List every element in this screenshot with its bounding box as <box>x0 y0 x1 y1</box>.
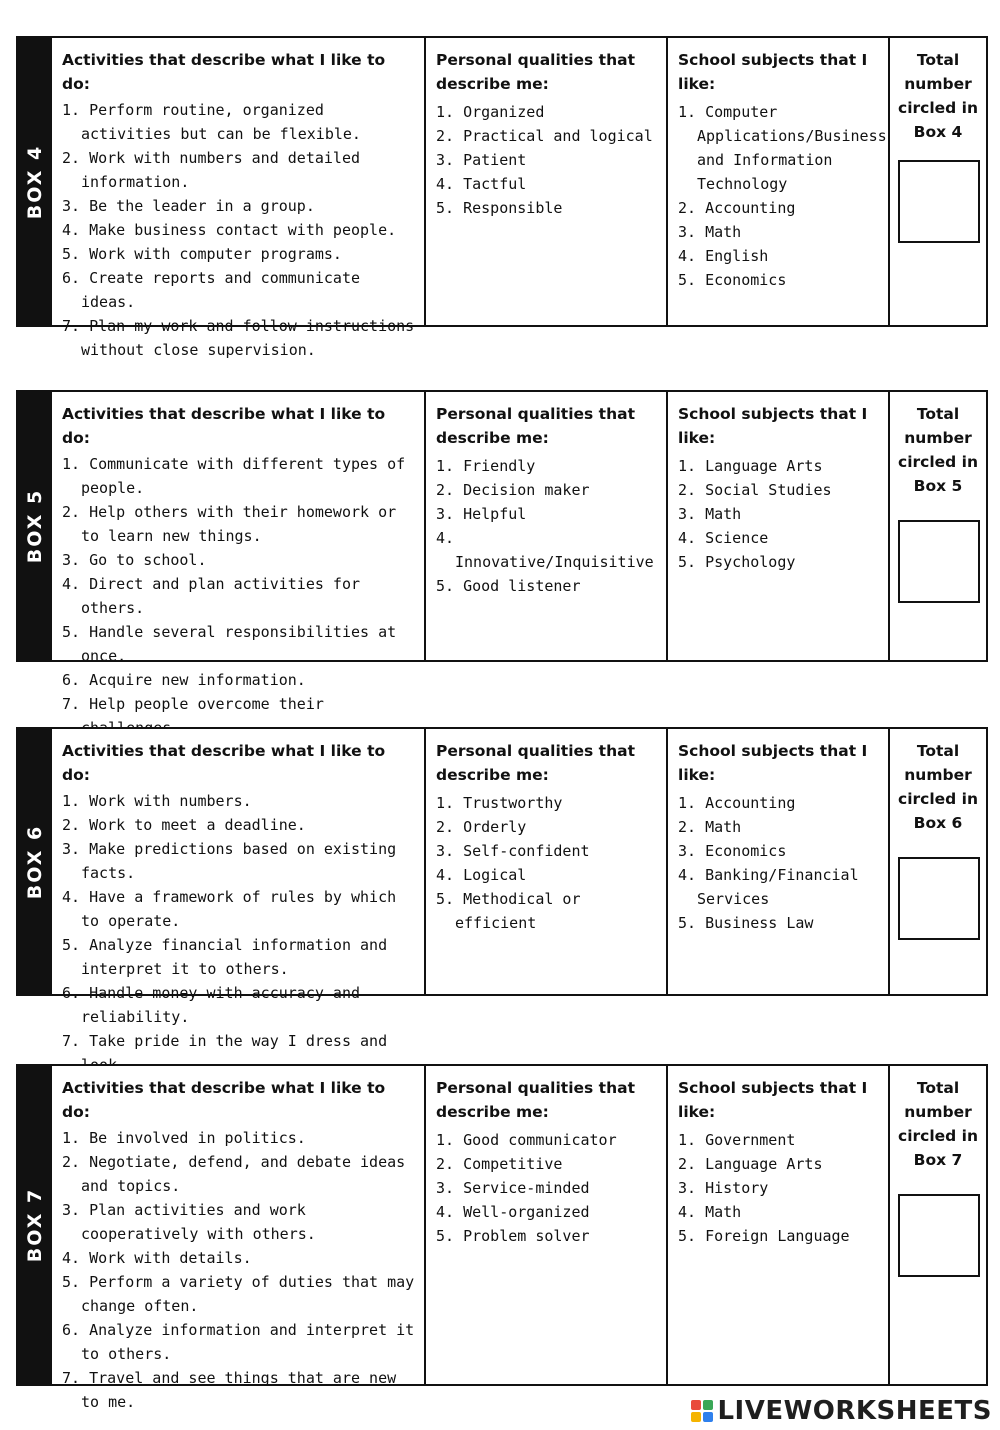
activity-item: 7. Plan my work and follow instructions without close supervision. <box>62 317 415 359</box>
quality-item: 1. Organized <box>436 103 545 121</box>
logo-square <box>703 1412 713 1422</box>
subjects-header: School subjects that I like: <box>678 1079 868 1121</box>
total-input-box[interactable] <box>898 857 980 940</box>
quality-item: 4. Tactful <box>436 175 527 193</box>
subject-item: 4. Banking/Financial Services <box>678 866 859 908</box>
logo-grid-icon <box>691 1400 713 1422</box>
total-input-box[interactable] <box>898 160 980 243</box>
subject-item: 3. Economics <box>678 842 787 860</box>
activity-item: 6. Analyze information and interpret it to others. <box>62 1321 415 1363</box>
activity-item: 3. Be the leader in a group. <box>62 197 315 215</box>
box-4-total <box>890 38 986 325</box>
box-7 <box>16 1064 988 1411</box>
box-7-total <box>890 1066 986 1384</box>
quality-item: 2. Decision maker <box>436 481 590 499</box>
logo-text: LIVEWORKSHEETS <box>717 1396 992 1426</box>
liveworksheets-logo <box>691 1396 992 1426</box>
box-7-qualities <box>426 1066 668 1384</box>
activities-header: Activities that describe what I like to do: <box>62 742 386 784</box>
activity-item: 5. Handle several responsibilities at once. <box>62 623 397 665</box>
subject-item: 4. Math <box>678 1203 742 1221</box>
box-4-subjects <box>668 38 890 325</box>
subject-item: 5. Psychology <box>678 553 796 571</box>
subject-item: 1. Language Arts <box>678 457 823 475</box>
box-5-total <box>890 392 986 660</box>
activity-item: 1. Work with numbers. <box>62 792 252 810</box>
logo-square <box>703 1400 713 1410</box>
box-5 <box>16 390 988 713</box>
box-4-qualities <box>426 38 668 325</box>
subjects-header: School subjects that I like: <box>678 51 868 93</box>
activity-item: 3. Go to school. <box>62 551 207 569</box>
total-header: Total number circled in Box 5 <box>898 405 978 495</box>
quality-item: 1. Friendly <box>436 457 536 475</box>
box-5-subjects <box>668 392 890 660</box>
box-6-subjects <box>668 729 890 994</box>
subject-item: 2. Social Studies <box>678 481 832 499</box>
activity-item: 5. Perform a variety of duties that may change often. <box>62 1273 415 1315</box>
box-4 <box>16 36 988 359</box>
activity-item: 2. Help others with their homework or to learn new things. <box>62 503 397 545</box>
total-header: Total number circled in Box 7 <box>898 1079 978 1169</box>
quality-item: 1. Trustworthy <box>436 794 563 812</box>
box-5-side-label: BOX 5 <box>18 392 52 660</box>
total-header: Total number circled in Box 6 <box>898 742 978 832</box>
qualities-header: Personal qualities that describe me: <box>436 405 635 447</box>
quality-item: 4. Well-organized <box>436 1203 590 1221</box>
box-7-activities <box>52 1066 426 1411</box>
subject-item: 3. Math <box>678 223 742 241</box>
subject-item: 5. Economics <box>678 271 787 289</box>
activity-item: 7. Travel and see things that are new to me. <box>62 1369 397 1411</box>
quality-item: 5. Responsible <box>436 199 563 217</box>
box-5-activities <box>52 392 426 713</box>
activity-item: 6. Handle money with accuracy and reliability. <box>62 984 361 1026</box>
box-7-subjects <box>668 1066 890 1384</box>
quality-item: 2. Orderly <box>436 818 527 836</box>
quality-item: 2. Competitive <box>436 1155 563 1173</box>
box-6 <box>16 727 988 1050</box>
box-7-side-label: BOX 7 <box>18 1066 52 1384</box>
activity-item: 3. Make predictions based on existing facts. <box>62 840 397 882</box>
quality-item: 2. Practical and logical <box>436 127 653 145</box>
activity-item: 4. Have a framework of rules by which to operate. <box>62 888 397 930</box>
subject-item: 4. English <box>678 247 769 265</box>
total-input-box[interactable] <box>898 520 980 603</box>
activity-item: 1. Communicate with different types of people. <box>62 455 406 497</box>
activities-header: Activities that describe what I like to do: <box>62 1079 386 1121</box>
activities-header: Activities that describe what I like to do: <box>62 405 386 447</box>
logo-square <box>691 1412 701 1422</box>
activity-item: 6. Create reports and communicate ideas. <box>62 269 361 311</box>
activity-item: 2. Work with numbers and detailed information. <box>62 149 361 191</box>
subject-item: 1. Accounting <box>678 794 796 812</box>
quality-item: 4. Logical <box>436 866 527 884</box>
activities-header: Activities that describe what I like to do: <box>62 51 386 93</box>
quality-item: 3. Self-confident <box>436 842 590 860</box>
activity-item: 4. Direct and plan activities for others. <box>62 575 361 617</box>
quality-item: 5. Methodical or efficient <box>436 890 581 932</box>
activity-item: 2. Work to meet a deadline. <box>62 816 306 834</box>
total-header: Total number circled in Box 4 <box>898 51 978 141</box>
box-6-qualities <box>426 729 668 994</box>
box-4-activities <box>52 38 426 359</box>
subjects-header: School subjects that I like: <box>678 742 868 784</box>
quality-item: 3. Helpful <box>436 505 527 523</box>
activity-item: 4. Make business contact with people. <box>62 221 397 239</box>
quality-item: 3. Patient <box>436 151 527 169</box>
activity-item: 1. Be involved in politics. <box>62 1129 306 1147</box>
subject-item: 2. Language Arts <box>678 1155 823 1173</box>
qualities-header: Personal qualities that describe me: <box>436 742 635 784</box>
box-6-activities <box>52 729 426 1050</box>
activity-item: 6. Acquire new information. <box>62 671 306 689</box>
qualities-header: Personal qualities that describe me: <box>436 1079 635 1121</box>
activity-item: 1. Perform routine, organized activities but can be flexible. <box>62 101 361 143</box>
subject-item: 4. Science <box>678 529 769 547</box>
quality-item: 3. Service-minded <box>436 1179 590 1197</box>
activity-item: 5. Work with computer programs. <box>62 245 342 263</box>
quality-item: 1. Good communicator <box>436 1131 617 1149</box>
quality-item: 5. Problem solver <box>436 1227 590 1245</box>
quality-item: 4. Innovative/Inquisitive <box>436 529 654 571</box>
subject-item: 2. Math <box>678 818 742 836</box>
subject-item: 3. Math <box>678 505 742 523</box>
quality-item: 5. Good listener <box>436 577 581 595</box>
box-6-side-label: BOX 6 <box>18 729 52 994</box>
subject-item: 3. History <box>678 1179 769 1197</box>
subject-item: 1. Government <box>678 1131 796 1149</box>
activity-item: 5. Analyze financial information and interpret it to others. <box>62 936 388 978</box>
qualities-header: Personal qualities that describe me: <box>436 51 635 93</box>
activity-item: 7. Help people overcome their <box>62 695 324 713</box>
subject-item: 5. Foreign Language <box>678 1227 850 1245</box>
subject-item: 1. Computer Applications/Business and Information Technology <box>678 103 887 193</box>
box-6-total <box>890 729 986 994</box>
activity-item: 3. Plan activities and work cooperatively with others. <box>62 1201 316 1243</box>
box-5-qualities <box>426 392 668 660</box>
box-4-side-label: BOX 4 <box>18 38 52 325</box>
activity-item: 7. Take pride in the way I dress and <box>62 1032 388 1050</box>
activity-item: 4. Work with details. <box>62 1249 252 1267</box>
activity-item: 2. Negotiate, defend, and debate ideas and topics. <box>62 1153 406 1195</box>
subject-item: 5. Business Law <box>678 914 814 932</box>
total-input-box[interactable] <box>898 1194 980 1277</box>
subject-item: 2. Accounting <box>678 199 796 217</box>
subjects-header: School subjects that I like: <box>678 405 868 447</box>
logo-square <box>691 1400 701 1410</box>
